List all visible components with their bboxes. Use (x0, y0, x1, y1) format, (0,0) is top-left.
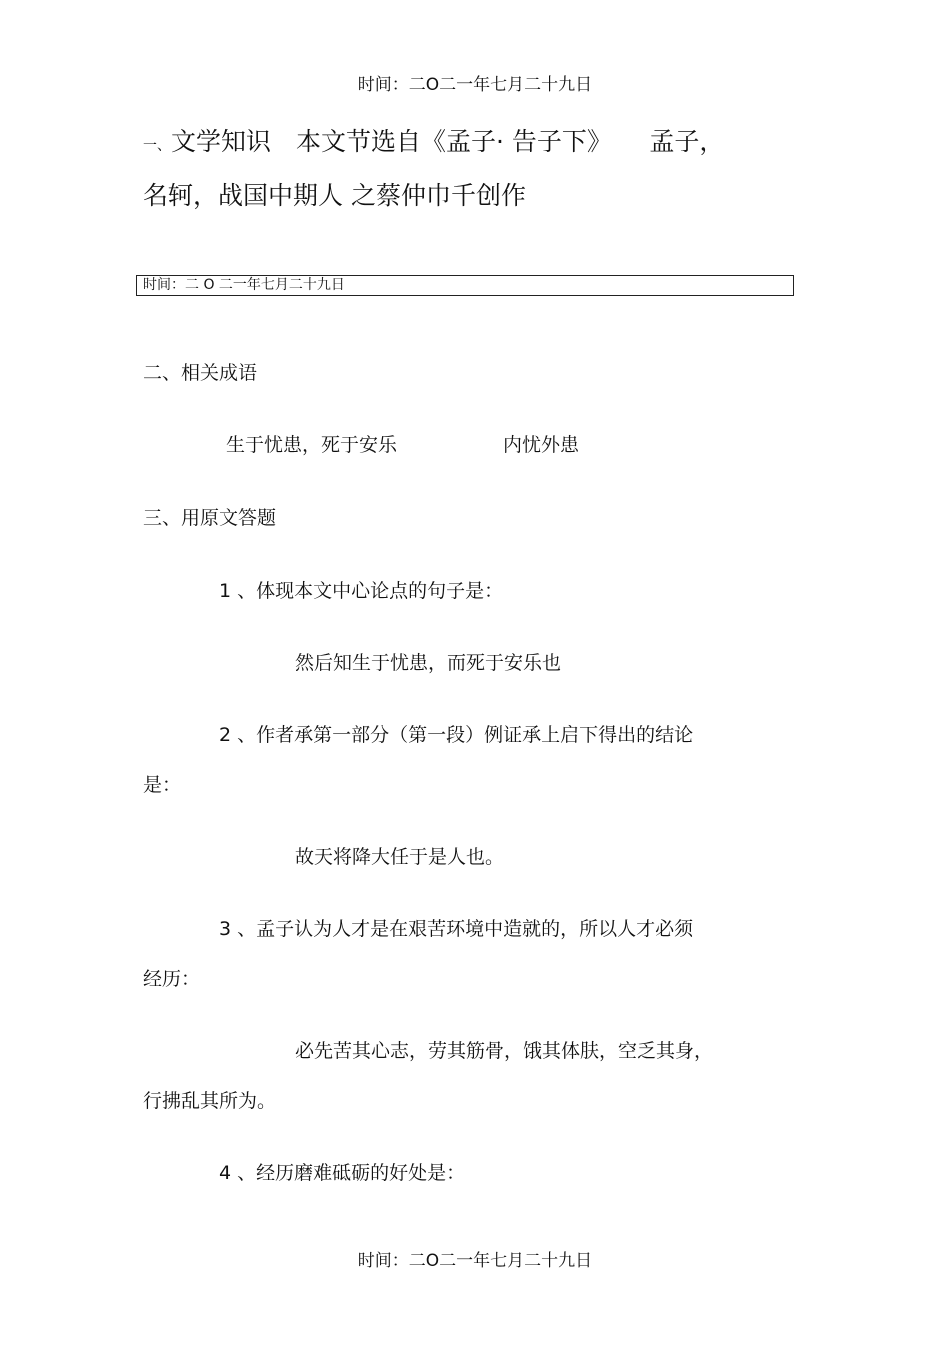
page-header-date: 时间：二O二一年七月二十九日 (357, 75, 593, 95)
section1-title-line1 (143, 122, 724, 158)
question-1: 1 、体现本文中心论点的句子是： (219, 580, 504, 602)
page-footer-date: 时间：二O二一年七月二十九日 (357, 1251, 593, 1271)
section3-heading: 三、用原文答题 (143, 507, 277, 529)
idiom-2: 内忧外患 (503, 434, 580, 456)
answer-3-line1: 必先苦其心志，劳其筋骨，饿其体肤，空乏其身， (295, 1040, 714, 1062)
section1-marker: 一、 (143, 138, 171, 154)
question-4: 4 、经历磨难砥砺的好处是： (219, 1162, 466, 1184)
answer-1: 然后知生于忧患，而死于安乐也 (295, 652, 562, 674)
section1-text-line1: 文学知识 本文节选自《孟子· 告子下》 孟子， (171, 127, 725, 156)
boxed-date: 时间：二 O 二一年七月二十九日 (136, 275, 794, 296)
section1-text-line2: 名轲，战国中期人 之蔡仲巾千创作 (143, 181, 526, 210)
answer-2: 故天将降大任于是人也。 (295, 846, 505, 868)
question-3-line1: 3 、孟子认为人才是在艰苦环境中造就的，所以人才必须 (219, 918, 694, 940)
answer-3-line2: 行拂乱其所为。 (143, 1090, 277, 1112)
section2-heading: 二、相关成语 (143, 362, 258, 384)
question-3-line2: 经历： (143, 968, 201, 990)
idiom-1: 生于忧患，死于安乐 (226, 434, 398, 456)
question-2-line2: 是： (143, 774, 182, 796)
question-2-line1: 2 、作者承第一部分（第一段）例证承上启下得出的结论 (219, 724, 694, 746)
